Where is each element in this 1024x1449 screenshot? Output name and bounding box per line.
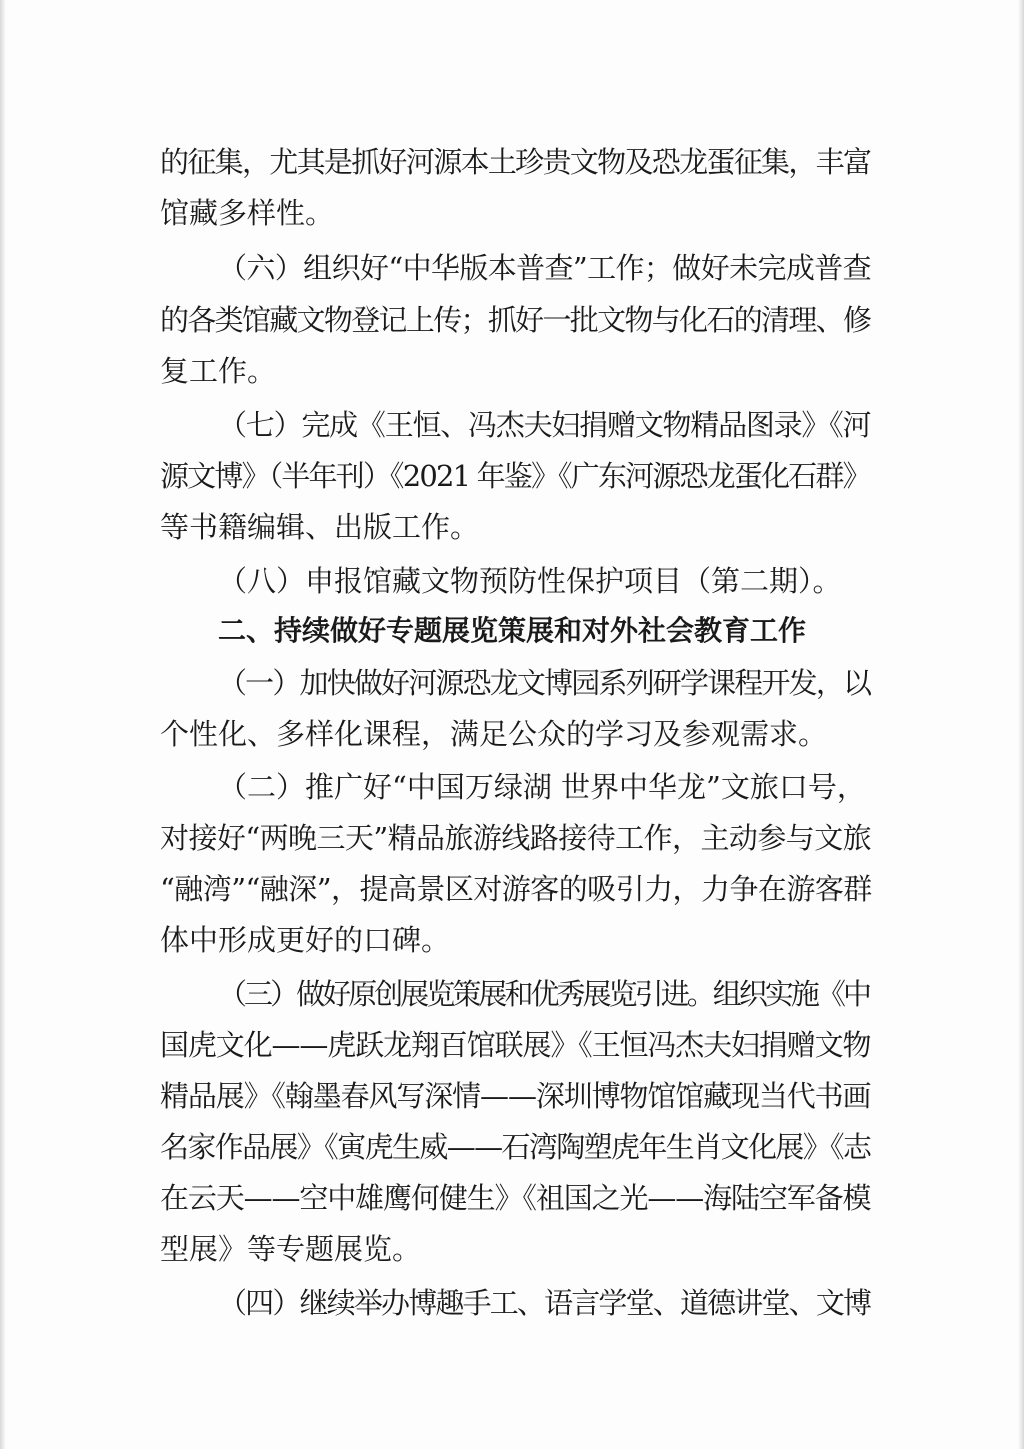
body-text-line: 体中形成更好的口碑。 xyxy=(160,923,451,957)
paragraph-seven-start: （七）完成《王恒、冯杰夫妇捐赠文物精品图录》《河 xyxy=(218,408,871,442)
paragraph-one-start: （一）加快做好河源恐龙文博园系列研学课程开发，以 xyxy=(218,666,871,700)
paragraph-four-start: （四）继续举办博趣手工、语言学堂、道德讲堂、文博 xyxy=(218,1286,871,1320)
body-text-line: 型展》等专题展览。 xyxy=(160,1232,422,1266)
body-text-line: 等书籍编辑、出版工作。 xyxy=(160,510,480,544)
body-text-line: 源文博》（半年刊）《2021 年鉴》《广东河源恐龙蛋化石群》 xyxy=(160,459,870,493)
body-text-line: 在云天——空中雄鹰何健生》《祖国之光——海陆空军备模 xyxy=(160,1181,871,1215)
body-text-line: 复工作。 xyxy=(160,354,277,388)
body-text-line: 名家作品展》《寅虎生威——石湾陶塑虎年生肖文化展》《志 xyxy=(160,1130,871,1164)
body-text-line: 精品展》《翰墨春风写深情——深圳博物馆馆藏现当代书画 xyxy=(160,1079,871,1113)
body-text-line: 的征集，尤其是抓好河源本土珍贵文物及恐龙蛋征集，丰富 xyxy=(160,145,871,179)
body-text-line: 的各类馆藏文物登记上传；抓好一批文物与化石的清理、修 xyxy=(160,303,871,337)
body-text-line: “融湾”“融深”，提高景区对游客的吸引力，力争在游客群 xyxy=(160,872,872,906)
section-heading: 二、持续做好专题展览策展和对外社会教育工作 xyxy=(218,614,807,647)
page-edge-left xyxy=(0,0,6,1449)
body-text-line: 对接好“两晚三天”精品旅游线路接待工作，主动参与文旅 xyxy=(160,821,872,855)
paragraph-two-start: （二）推广好“中国万绿湖 世界中华龙”文旅口号， xyxy=(218,770,866,804)
paragraph-six-start: （六）组织好“中华版本普查”工作；做好未完成普查 xyxy=(218,251,872,285)
paragraph-eight: （八）申报馆藏文物预防性保护项目（第二期）。 xyxy=(218,564,842,598)
body-text-line: 个性化、多样化课程，满足公众的学习及参观需求。 xyxy=(160,717,828,751)
paragraph-three-start: （三）做好原创展览策展和优秀展览引进。组织实施《中 xyxy=(218,977,870,1011)
page-edge-right xyxy=(1018,0,1024,1449)
body-text-line: 馆藏多样性。 xyxy=(160,196,335,230)
body-text-line: 国虎文化——虎跃龙翔百馆联展》《王恒冯杰夫妇捐赠文物 xyxy=(160,1028,871,1062)
